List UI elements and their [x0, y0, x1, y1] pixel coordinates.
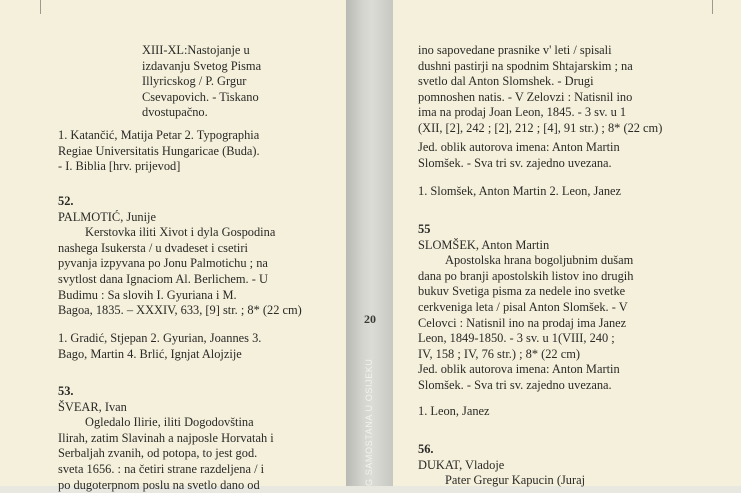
page-number: 20: [364, 312, 376, 326]
entry-52: 52. PALMOTIĆ, Junije Kerstovka iliti Xivot i dyla Gospodina nashega Isukersta / u dvadeset i csetiri pyvanja izpyvana po Jonu Palmotichu ; na svytlost dana Ignaciom Al. Berlichem. - U Budimu : Sa slovih I. Gyuriana i M. Bagoa, 1835. – XXXIV, 633, [9] str. ; 8* (22 cm): [58, 194, 302, 318]
continued-index-terms: 1. Katančić, Matija Petar 2. Typographia Regiae Universitatis Hungaricae (Buda). - I. Biblia [hrv. prijevod]: [58, 128, 260, 174]
continued-index-terms: 1. Slomšek, Anton Martin 2. Leon, Janez: [418, 184, 622, 198]
continued-description: ino sapovedane prasnike v' leti / spisali dushni pastirji na spodnim Shtajarskim ; na svetlo dal Anton Slomshek. - Drugi pomnoshen natis. - V Zelovzi : Natisnil ino ima na prodaj Joan Leon, 1845. - 3 sv. u 1 (XII, [2], 242 ; [2], 212 ; [4], 91 str.) ; 8* (22 cm): [418, 43, 663, 135]
entry-55-note: Jed. oblik autorova imena: Anton Martin Slomšek. - Sva tri sv. zajedno uvezana.: [418, 362, 620, 392]
continued-description: XIII-XL:Nastojanje u izdavanju Svetog Pisma Illyricskog / P. Grgur Csevapovich. - Tiskano dvostupačno.: [142, 43, 262, 120]
entry-52-index-terms: 1. Gradić, Stjepan 2. Gyurian, Joannes 3. Bago, Martin 4. Brlić, Ignjat Alojzije: [58, 331, 262, 361]
entry-number: 53.: [58, 384, 74, 398]
page-edge-rule: [40, 0, 41, 14]
entry-author: ŠVEAR, Ivan: [58, 399, 127, 414]
entry-author: PALMOTIĆ, Junije: [58, 209, 156, 224]
entry-55: 55 SLOMŠEK, Anton Martin Apostolska hrana bogoljubnim dušam dana po branji apostolskih listov ino drugih bukuv Svetiga pisma za nedele ino svetke cerkveniga leta / pisal Anton Slomšek. - V Celovci : Natisnil ino na prodaj ima Janez Leon, 1849-1850. - 3 sv. u 1(VIII, 240 ; IV, 158 ; IV, 76 str.) ; 8* (22 cm): [418, 222, 634, 361]
entry-number: 55: [418, 222, 431, 236]
entry-number: 52.: [58, 194, 74, 208]
continued-note: Jed. oblik autorova imena: Anton Martin Slomšek. - Sva tri sv. zajedno uvezana.: [418, 140, 620, 170]
entry-56: 56. DUKAT, Vladoje Pater Gregur Kapucin (Juraj: [418, 442, 586, 488]
right-column: [418, 0, 718, 486]
entry-author: SLOMŠEK, Anton Martin: [418, 237, 550, 252]
entry-author: DUKAT, Vladoje: [418, 457, 505, 472]
left-column: [58, 0, 343, 492]
spine-text: G SAMOSTANA U OSIJEKU: [364, 358, 374, 486]
entry-55-index-terms: 1. Leon, Janez: [418, 404, 490, 418]
entry-53: 53. ŠVEAR, Ivan Ogledalo Ilirie, iliti Dogodovština Ilirah, zatim Slavinah a najposle Horvatah i Serbaljah zvanih, od potopa, to jest god. sveta 1656. : na četiri strane razdeljena / i po dugoterpnom poslu na svetlo dano od: [58, 384, 274, 492]
entry-number: 56.: [418, 442, 434, 456]
